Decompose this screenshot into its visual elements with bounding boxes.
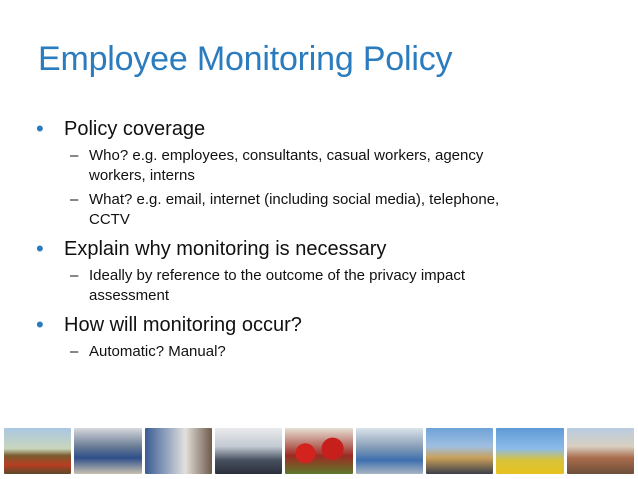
bullet-how — [36, 312, 616, 338]
bullet-icon: • — [36, 236, 44, 261]
strawberries-photo — [285, 428, 352, 474]
sub-bullet-line: CCTV — [89, 211, 130, 228]
houses-photo — [567, 428, 634, 474]
sub-bullet-what — [36, 190, 616, 230]
sub-bullet-who — [36, 146, 616, 186]
sub-bullet-line: Ideally by reference to the outcome of the privacy impact — [89, 267, 466, 284]
office-worker-photo — [215, 428, 282, 474]
bullet-icon: • — [36, 116, 44, 141]
dash-icon: – — [70, 147, 79, 164]
sub-bullet-reference — [36, 266, 616, 306]
sub-bullet-line: workers, interns — [89, 167, 195, 184]
slide-title: Employee Monitoring Policy — [38, 40, 453, 78]
cars-photo — [356, 428, 423, 474]
construction-workers-photo — [426, 428, 493, 474]
sub-bullet-line: Automatic? Manual? — [89, 343, 226, 360]
dash-icon: – — [70, 267, 79, 284]
dash-icon: – — [70, 343, 79, 360]
runners-photo — [74, 428, 141, 474]
bullet-text: Explain why monitoring is necessary — [64, 238, 387, 260]
tractor-field-photo — [4, 428, 71, 474]
dash-icon: – — [70, 191, 79, 208]
sub-bullet-automatic — [36, 342, 616, 362]
sub-bullet-line: Who? e.g. employees, consultants, casual workers, agency — [89, 147, 484, 164]
bullet-icon: • — [36, 312, 44, 337]
photo-strip — [0, 428, 638, 474]
bullet-explain-why — [36, 236, 616, 262]
bullet-text: Policy coverage — [64, 118, 206, 140]
library-photo — [145, 428, 212, 474]
sub-bullet-line: What? e.g. email, internet (including social media), telephone, — [89, 191, 500, 208]
wind-turbine-field-photo — [496, 428, 563, 474]
sub-bullet-line: assessment — [89, 287, 170, 304]
slide-content — [36, 116, 616, 362]
bullet-text: How will monitoring occur? — [64, 314, 302, 336]
bullet-policy-coverage — [36, 116, 616, 142]
